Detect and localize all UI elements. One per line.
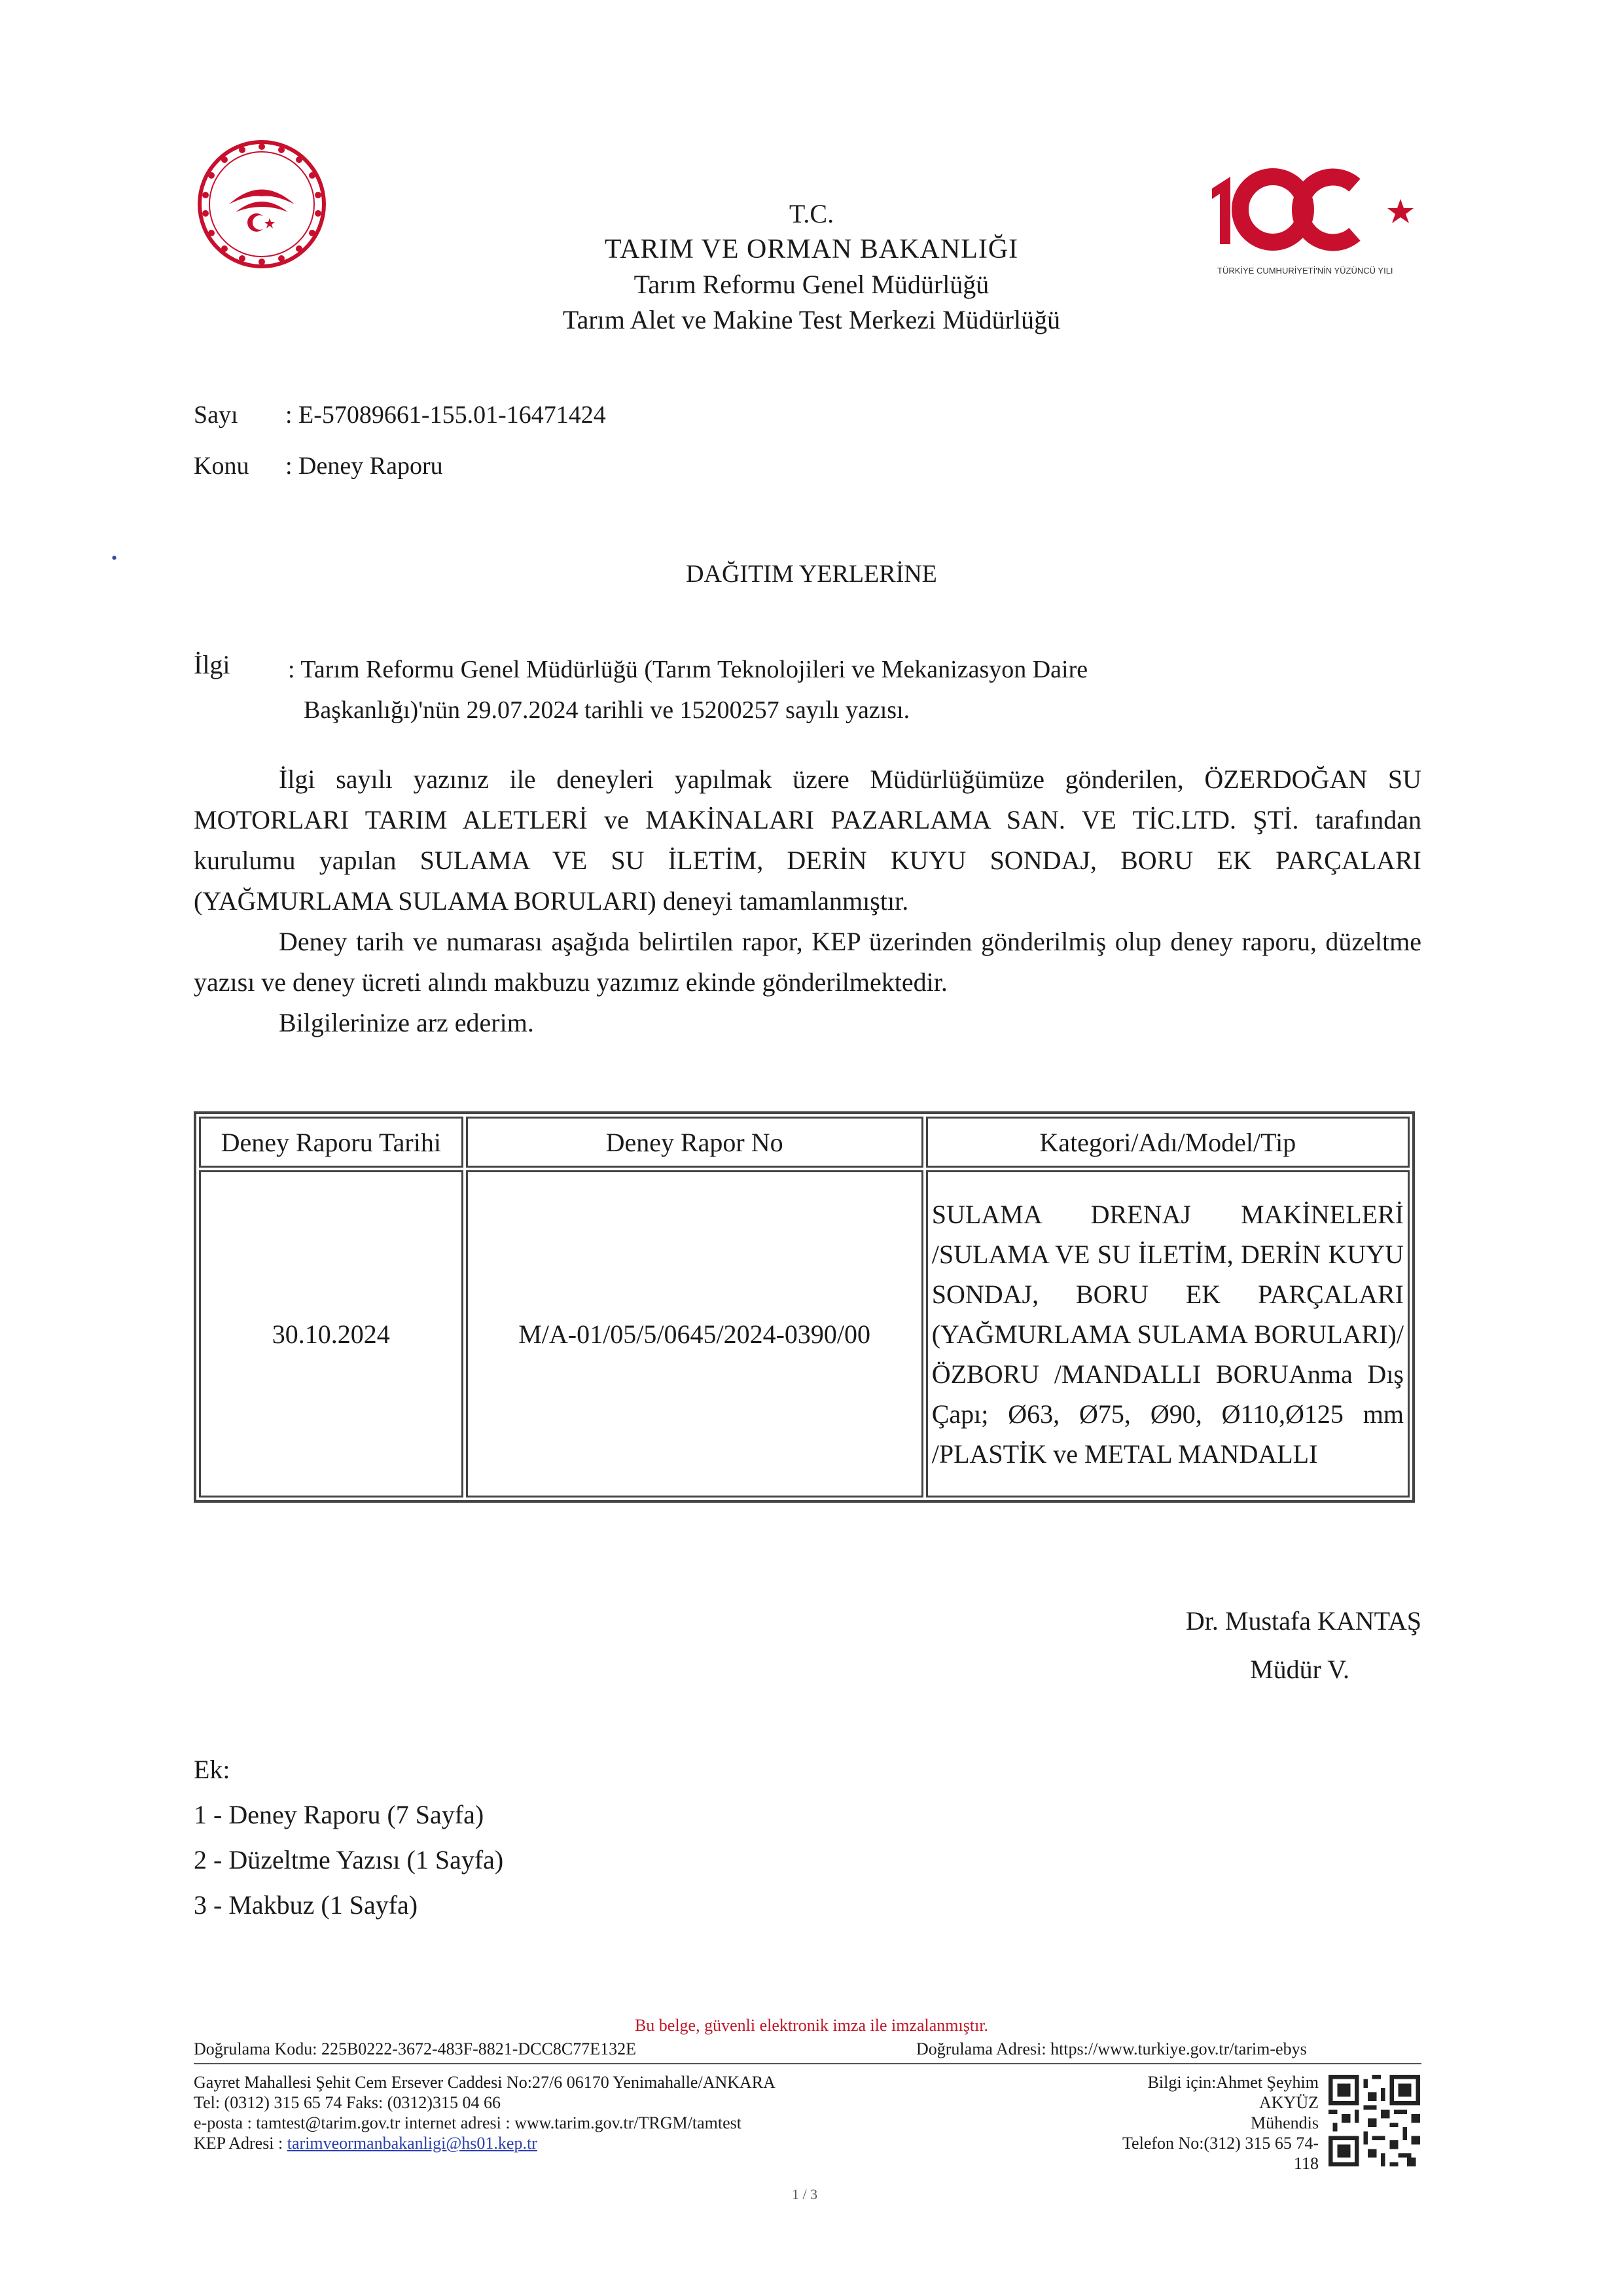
info-role: Mühendis [1251, 2113, 1319, 2132]
footer-kep [194, 2133, 776, 2153]
info-contact: Bilgi için:Ahmet Şeyhim [1147, 2073, 1319, 2092]
kep-address-link[interactable]: tarimveormanbakanligi@hs01.kep.tr [287, 2134, 537, 2153]
footer-divider [194, 2063, 1421, 2064]
konu-row [194, 452, 443, 480]
ilgi-text [288, 649, 1270, 730]
ilgi-label: İlgi [194, 650, 230, 679]
table-header-row [199, 1117, 1410, 1168]
qr-code-icon [1329, 2075, 1420, 2166]
body-paragraph-1: İlgi sayılı yazınız ile deneyleri yapılmak üzere Müdürlüğümüze gönderilen, ÖZERDOĞAN SU MOTORLARI TARIM ALETLERİ ve MAKİNALARI PAZARLAMA SAN. VE TİC.LTD. ŞTİ. tarafından kurulumu yapılan SULAMA VE SU İLETİM, DERİN KUYU SONDAJ, BORU EK PARÇALARI (YAĞMURLAMA SULAMA BORULARI) deneyi tamamlanmıştır. [194, 764, 1421, 916]
distribution-heading: DAĞITIM YERLERİNE [686, 560, 937, 588]
cell-report-no: M/A-01/05/5/0645/2024-0390/00 [466, 1170, 923, 1498]
sayi-value: : E-57089661-155.01-16471424 [285, 401, 606, 429]
footer-phone: Tel: (0312) 315 65 74 Faks: (0312)315 04 66 [194, 2093, 501, 2112]
header-directorate: Tarım Reformu Genel Müdürlüğü [633, 270, 990, 299]
verification-code: Doğrulama Kodu: 225B0222-3672-483F-8821-DCC8C77E132E [194, 2039, 636, 2058]
header-report-no: Deney Rapor No [466, 1117, 923, 1168]
signer-name: Dr. Mustafa KANTAŞ [1185, 1606, 1421, 1636]
header-report-date: Deney Raporu Tarihi [199, 1117, 463, 1168]
info-surname: AKYÜZ [1259, 2093, 1319, 2112]
body-paragraph-3: Bilgilerinize arz ederim. [279, 1008, 534, 1037]
esign-note: Bu belge, güvenli elektronik imza ile imzalanmıştır. [634, 2016, 989, 2035]
footer-email: e-posta : tamtest@tarim.gov.tr internet adresi : www.tarim.gov.tr/TRGM/tamtest [194, 2113, 741, 2132]
cell-report-date: 30.10.2024 [199, 1170, 463, 1498]
header-tc: T.C. [789, 199, 834, 228]
report-table [194, 1111, 1415, 1503]
ilgi-line-2: Başkanlığı)'nün 29.07.2024 tarihli ve 15200257 sayılı yazısı. [304, 696, 910, 724]
page-number: 1 / 3 [792, 2186, 818, 2202]
footer-contact [194, 2072, 776, 2153]
verification-address: Doğrulama Adresi: https://www.turkiye.gov.tr/tarim-ebys [916, 2039, 1307, 2058]
konu-label: Konu [194, 452, 249, 480]
info-phone: Telefon No:(312) 315 65 74- [1122, 2134, 1319, 2153]
info-ext: 118 [1293, 2154, 1319, 2173]
centennial-caption: TÜRKİYE CUMHURİYETİ'NİN YÜZÜNCÜ YILI [1217, 266, 1393, 276]
signer-title: Müdür V. [1250, 1655, 1349, 1684]
attachments-label: Ek: [194, 1755, 230, 1784]
table-row [199, 1170, 1410, 1498]
ilgi-line-1: : Tarım Reformu Genel Müdürlüğü (Tarım Teknolojileri ve Mekanizasyon Daire [288, 656, 1088, 683]
sayi-label: Sayı [194, 401, 238, 429]
letter-body [194, 759, 1421, 1043]
footer-info [1021, 2072, 1319, 2174]
signature-block [1047, 1597, 1421, 1694]
stray-ink-mark: • [111, 548, 118, 567]
attachment-item: 3 - Makbuz (1 Sayfa) [194, 1890, 418, 1920]
kep-label: KEP Adresi : [194, 2134, 287, 2153]
header-ministry: TARIM VE ORMAN BAKANLIĞI [604, 234, 1019, 264]
cell-category: SULAMA DRENAJ MAKİNELERİ /SULAMA VE SU İLETİM, DERİN KUYU SONDAJ, BORU EK PARÇALARI (YAĞMURLAMA SULAMA BORULARI)/ÖZBORU /MANDALLI BORUAnma Dış Çapı; Ø63, Ø75, Ø90, Ø110,Ø125 mm /PLASTİK ve METAL MANDALLI [926, 1170, 1410, 1498]
body-paragraph-2: Deney tarih ve numarası aşağıda belirtilen rapor, KEP üzerinden gönderilmiş olup deney raporu, düzeltme yazısı ve deney ücreti alındı makbuzu yazımız ekinde gönderilmektedir. [194, 927, 1421, 997]
header-center: Tarım Alet ve Makine Test Merkezi Müdürlüğü [562, 305, 1061, 334]
attachments-list [194, 1754, 503, 1935]
header-category: Kategori/Adı/Model/Tip [926, 1117, 1410, 1168]
sayi-row [194, 401, 606, 429]
attachment-item: 1 - Deney Raporu (7 Sayfa) [194, 1800, 484, 1829]
konu-value: : Deney Raporu [285, 452, 443, 480]
footer-address: Gayret Mahallesi Şehit Cem Ersever Caddesi No:27/6 06170 Yenimahalle/ANKARA [194, 2073, 776, 2092]
attachment-item: 2 - Düzeltme Yazısı (1 Sayfa) [194, 1845, 504, 1874]
letterhead [0, 196, 1623, 338]
